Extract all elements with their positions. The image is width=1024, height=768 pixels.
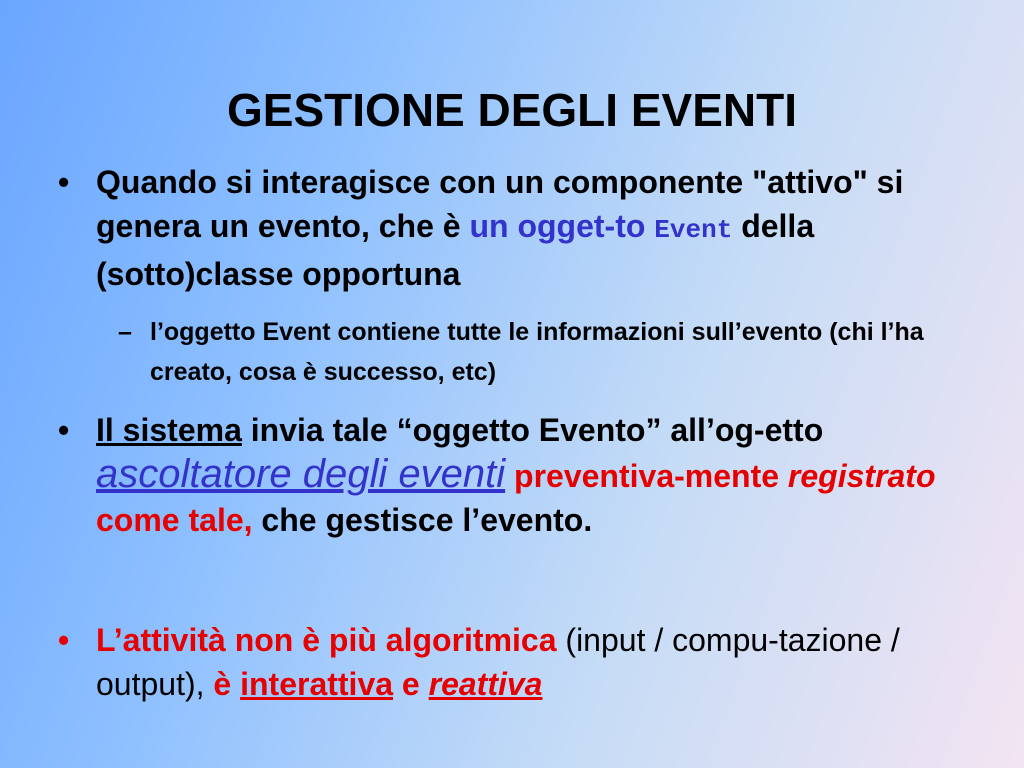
sub-bullet-1-text: l’oggetto Event contiene tutte le informazioni sull’evento (chi l’ha creato, cosa è successo, etc) xyxy=(150,318,924,386)
bullet-2-part-3: ascoltatore degli eventi xyxy=(96,452,506,496)
sub-bullet-marker: – xyxy=(118,318,132,346)
bullet-3-part-6: e xyxy=(393,666,429,702)
bullet-3 xyxy=(58,618,958,706)
bullet-2-part-6: come tale, xyxy=(96,502,253,538)
bullet-1 xyxy=(58,160,958,296)
bullet-2-part-5: registrato xyxy=(787,458,936,494)
bullet-3-part-4 xyxy=(231,666,240,702)
bullet-3-part-3: è xyxy=(213,666,232,702)
bullet-3-part-2: (input / compu-tazione / output), xyxy=(96,622,900,702)
bullet-1-part-2: un ogget-to xyxy=(469,208,655,244)
bullet-2-part-2: invia tale “oggetto Evento” all’og-etto xyxy=(241,412,824,448)
bullet-marker: • xyxy=(58,622,70,658)
bullet-3-text xyxy=(96,618,958,706)
sub-bullet-1 xyxy=(118,312,978,392)
bullet-1-code-event: Event xyxy=(654,215,733,245)
bullet-2-part-7: che gestisce l’evento. xyxy=(252,502,593,538)
bullet-3-part-5: interattiva xyxy=(240,666,394,702)
bullet-2-part-4: preventiva-mente xyxy=(505,458,788,494)
bullet-3-part-1: L’attività non è più algoritmica xyxy=(96,622,557,658)
slide-title: GESTIONE DEGLI EVENTI xyxy=(227,84,797,136)
bullet-2-part-1: Il sistema xyxy=(96,412,242,448)
bullet-marker: • xyxy=(58,412,70,448)
bullet-3-part-7: reattiva xyxy=(428,666,543,702)
bullet-1-text xyxy=(96,160,958,296)
bullet-2-text xyxy=(96,408,958,542)
bullet-marker: • xyxy=(58,164,70,200)
bullet-2 xyxy=(58,408,958,542)
bullet-1-part-1: Quando si interagisce con un componente "attivo" si genera un evento, che è xyxy=(96,164,904,244)
bullet-1-part-4: della (sotto)classe opportuna xyxy=(96,208,815,292)
